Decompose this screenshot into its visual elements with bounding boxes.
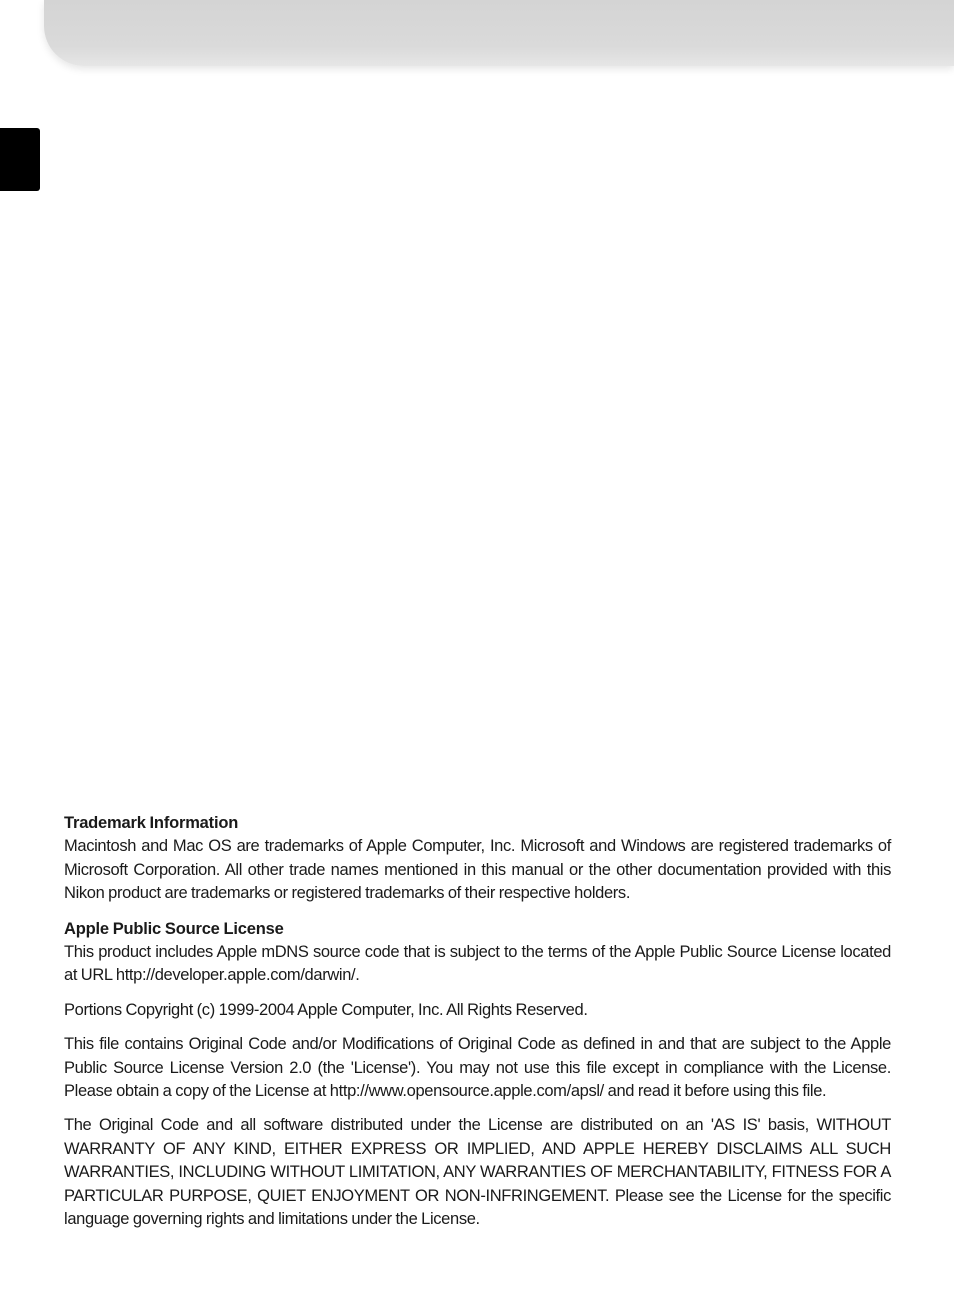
apsl-paragraph-4: The Original Code and all software distributed under the License are distributed on an 'AS IS' basis, WITHOUT WARRANTY OF ANY KIND, EITHER EXPRESS OR IMPLIED, AND APPLE HEREBY DISCLAIMS ALL SUCH WARRANTIES, INCLUDING WITHOUT LIMITATION, ANY WARRANTIES OF MERCHANTABILITY, FITNESS FOR A PARTICULAR PURPOSE, QUIET ENJOYMENT OR NON-INFRINGEMENT. Please see the License for the specific language governing rights and limitations under the License. [64,1116,891,1229]
trademark-heading: Trademark Information [64,814,239,832]
apsl-section [64,918,891,1232]
legal-content [64,812,891,1244]
apsl-paragraph-1: This product includes Apple mDNS source code that is subject to the terms of the Apple Public Source License located at URL http://developer.apple.com/darwin/. [64,943,891,985]
apsl-paragraph-2: Portions Copyright (c) 1999-2004 Apple Computer, Inc. All Rights Reserved. [64,1000,588,1019]
section-tab-marker [0,128,40,191]
apsl-paragraph-3: This file contains Original Code and/or Modifications of Original Code as defined in and that are subject to the Apple Public Source License Version 2.0 (the 'License'). You may not use this file except in compliance with the License. Please obtain a copy of the License at http://www.opensource.apple.com/apsl/ and read it before using this file. [64,1035,891,1101]
trademark-text: Macintosh and Mac OS are trademarks of Apple Computer, Inc. Microsoft and Windows are registered trademarks of Microsoft Corporation. All other trade names mentioned in this manual or the other documentation provided with this Nikon product are trademarks or registered trademarks of their respective holders. [64,837,891,903]
trademark-section [64,812,891,906]
apsl-heading: Apple Public Source License [64,919,284,938]
header-band [44,0,954,66]
